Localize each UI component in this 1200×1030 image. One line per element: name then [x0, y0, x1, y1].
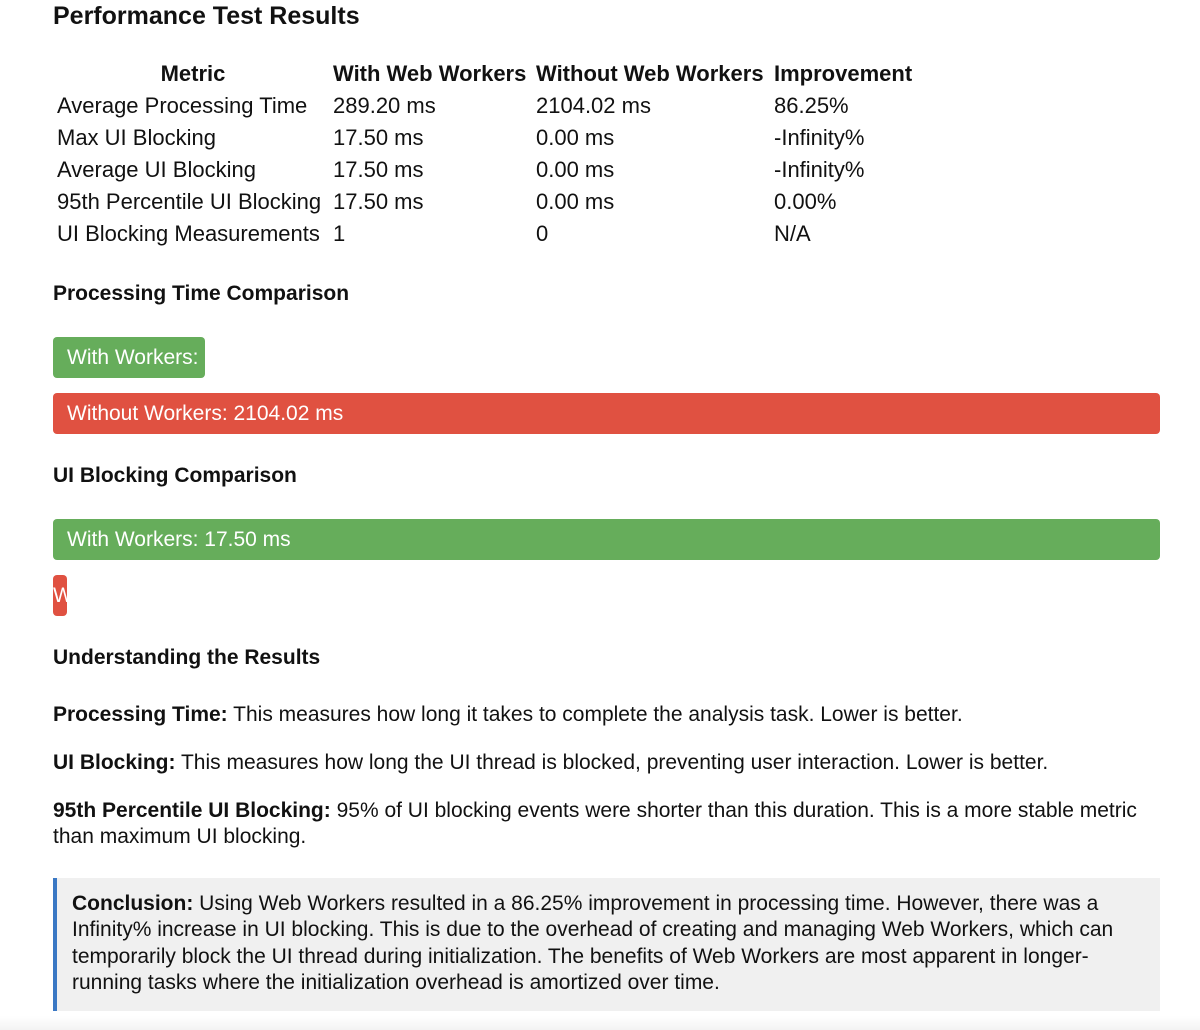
header-improvement: Improvement [774, 61, 913, 86]
processing-comparison-heading: Processing Time Comparison [53, 282, 350, 305]
explanation-processing-time [53, 702, 1160, 728]
cell-metric: 95th Percentile UI Blocking [57, 189, 322, 214]
conclusion-text: Using Web Workers resulted in a 86.25% improvement in processing time. However, there was a Infinity% increase in UI blocking. This is due to the overhead of creating and managing Web Workers, which can temporarily block the UI thread during initialization. The benefits of Web Workers are most apparent in longer-running tasks where the initialization overhead is amortized over time. [72, 892, 1114, 994]
results-table [55, 58, 914, 250]
cell-with-workers: 17.50 ms [333, 157, 424, 182]
cell-improvement: N/A [774, 221, 811, 246]
cell-without-workers: 0 [536, 221, 549, 246]
page-bottom-edge [0, 1016, 1200, 1030]
cell-metric: Average Processing Time [57, 93, 308, 118]
header-without-workers: Without Web Workers [536, 61, 764, 86]
conclusion-box [53, 878, 1160, 1011]
understanding-heading: Understanding the Results [53, 646, 321, 669]
blocking-without-workers-bar: Without Workers: 0.00 ms [53, 575, 67, 616]
explanation-term: Processing Time: [53, 703, 228, 726]
cell-with-workers: 289.20 ms [333, 93, 436, 118]
cell-with-workers: 17.50 ms [333, 189, 424, 214]
processing-without-workers-bar: Without Workers: 2104.02 ms [53, 393, 1160, 434]
cell-with-workers: 17.50 ms [333, 125, 424, 150]
explanation-95th-percentile [53, 798, 1160, 850]
explanation-text: This measures how long the UI thread is blocked, preventing user interaction. Lower is better. [175, 751, 1049, 774]
table-row [55, 186, 914, 218]
cell-without-workers: 2104.02 ms [536, 93, 651, 118]
explanation-term: UI Blocking: [53, 751, 176, 774]
explanation-ui-blocking [53, 750, 1160, 776]
cell-improvement: 86.25% [774, 93, 849, 118]
table-header-row [55, 58, 914, 90]
blocking-with-workers-bar: With Workers: 17.50 ms [53, 519, 1160, 560]
page-title: Performance Test Results [53, 2, 360, 30]
processing-with-workers-bar: With Workers: 289.20 ms [53, 337, 205, 378]
cell-metric: Max UI Blocking [57, 125, 216, 150]
explanation-term: 95th Percentile UI Blocking: [53, 799, 331, 822]
blocking-comparison-heading: UI Blocking Comparison [53, 464, 297, 487]
table-row [55, 90, 914, 122]
cell-improvement: -Infinity% [774, 157, 865, 182]
cell-without-workers: 0.00 ms [536, 189, 615, 214]
table-row [55, 154, 914, 186]
cell-improvement: -Infinity% [774, 125, 865, 150]
cell-without-workers: 0.00 ms [536, 157, 615, 182]
header-with-workers: With Web Workers [333, 61, 527, 86]
explanation-text: This measures how long it takes to complete the analysis task. Lower is better. [227, 703, 963, 726]
cell-metric: UI Blocking Measurements [57, 221, 320, 246]
cell-with-workers: 1 [333, 221, 346, 246]
explanation-text: 95% of UI blocking events were shorter than this duration. This is a more stable metric than maximum UI blocking. [53, 799, 1137, 848]
table-row [55, 122, 914, 154]
cell-metric: Average UI Blocking [57, 157, 256, 182]
table-row [55, 218, 914, 250]
header-metric: Metric [160, 61, 226, 86]
conclusion-term: Conclusion: [72, 892, 194, 915]
cell-improvement: 0.00% [774, 189, 837, 214]
cell-without-workers: 0.00 ms [536, 125, 615, 150]
